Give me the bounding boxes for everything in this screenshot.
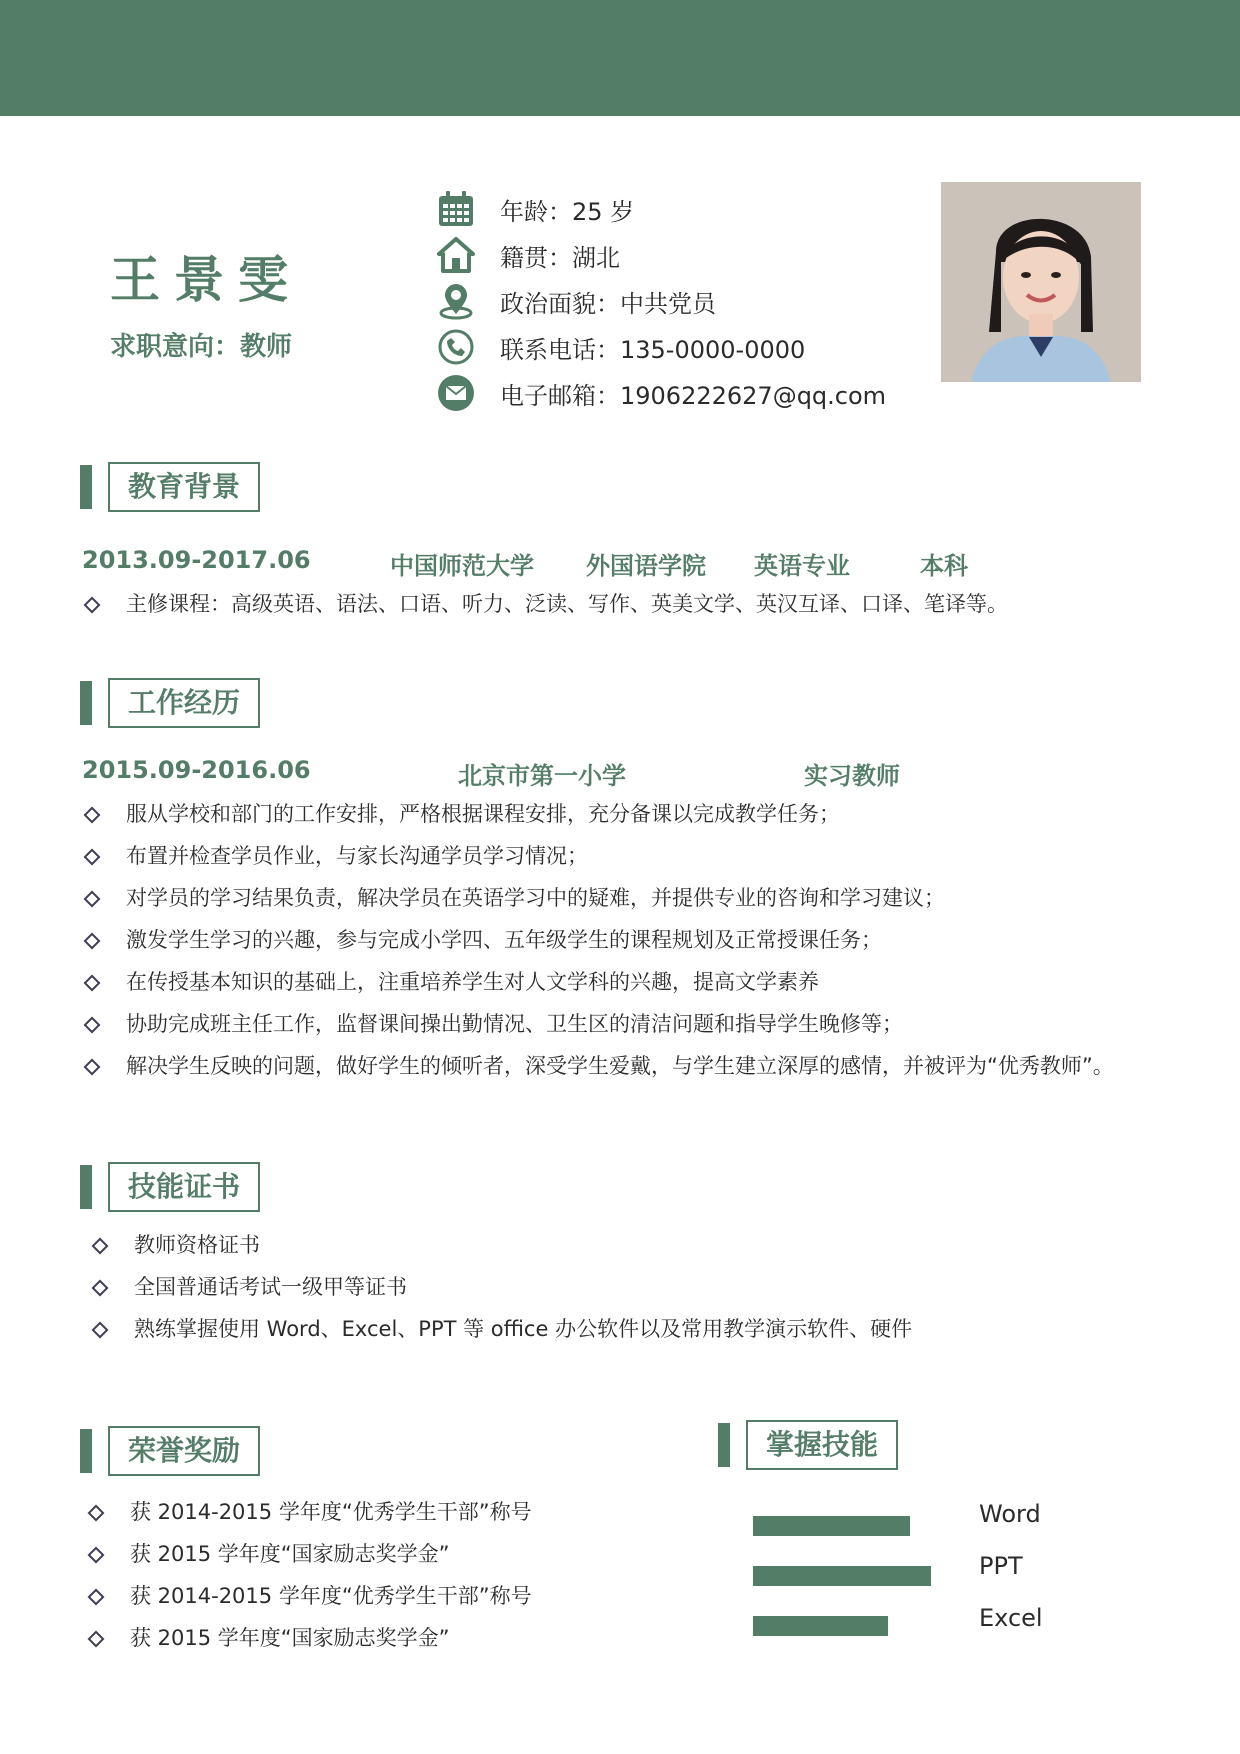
section-title: 技能证书 [108,1162,260,1212]
list-item: 在传授基本知识的基础上，注重培养学生对人文学科的兴趣，提高文学素养 [82,961,1152,1003]
list-item: 获 2015 学年度“国家励志奖学金” [86,1533,686,1575]
work-list [82,793,1152,1087]
list-item: 对学员的学习结果负责，解决学员在英语学习中的疑难，并提供专业的咨询和学习建议； [82,877,1152,919]
avatar [941,182,1141,382]
list-item: 解决学生反映的问题，做好学生的倾听者，深受学生爱戴，与学生建立深厚的感情，并被评为“优秀教师”。 [82,1045,1152,1087]
political-text: 政治面貌：中共党员 [500,289,716,318]
edu-degree: 本科 [920,552,968,580]
edu-period: 2013.09-2017.06 [82,546,311,574]
list-item: 熟练掌握使用 Word、Excel、PPT 等 office 办公软件以及常用教学演示软件、硬件 [90,1308,1150,1350]
section-work [80,678,260,728]
mail-icon [436,373,476,413]
edu-college: 外国语学院 [586,552,706,580]
list-item: 教师资格证书 [90,1224,1150,1266]
work-period: 2015.09-2016.06 [82,756,311,784]
section-certs [80,1162,260,1212]
info-hometown [436,232,886,278]
skill-label-ppt: PPT [979,1552,1023,1580]
list-item: 协助完成班主任工作，监督课间操出勤情况、卫生区的清洁问题和指导学生晚修等； [82,1003,1152,1045]
calendar-icon [436,189,476,229]
info-political [436,278,886,324]
certs-list [90,1224,1150,1350]
list-item: 获 2014-2015 学年度“优秀学生干部”称号 [86,1575,686,1617]
list-item: 布置并检查学员作业，与家长沟通学员学习情况； [82,835,1152,877]
info-phone [436,324,886,370]
honors-list [86,1491,686,1659]
list-item: 服从学校和部门的工作安排，严格根据课程安排，充分备课以完成教学任务； [82,793,1152,835]
list-item: 获 2014-2015 学年度“优秀学生干部”称号 [86,1491,686,1533]
section-education [80,462,260,512]
skill-bar-ppt [753,1566,931,1586]
location-pin-icon [436,281,476,321]
hometown-text: 籍贯：湖北 [500,243,620,272]
work-company: 北京市第一小学 [458,762,626,790]
section-title: 工作经历 [108,678,260,728]
edu-school: 中国师范大学 [390,552,534,580]
list-item: 主修课程：高级英语、语法、口语、听力、泛读、写作、英美文学、英汉互译、口译、笔译等。 [82,583,1162,625]
top-banner [0,0,1240,116]
list-item: 全国普通话考试一级甲等证书 [90,1266,1150,1308]
info-email [436,370,886,416]
skill-bar-excel [753,1616,888,1636]
section-skills [718,1420,898,1470]
candidate-name: 王景雯 [110,251,302,309]
skill-label-excel: Excel [979,1604,1043,1632]
home-icon [436,235,476,275]
skill-bar-word [753,1516,910,1536]
section-title: 教育背景 [108,462,260,512]
phone-icon [436,327,476,367]
work-role: 实习教师 [804,762,900,790]
info-age [436,186,886,232]
section-honors [80,1426,260,1476]
email-text: 电子邮箱：1906222627@qq.com [500,381,887,410]
section-title: 掌握技能 [746,1420,898,1470]
edu-major: 英语专业 [754,552,850,580]
personal-info [436,186,886,416]
list-item: 获 2015 学年度“国家励志奖学金” [86,1617,686,1659]
phone-text: 联系电话：135-0000-0000 [500,335,806,364]
age-text: 年龄：25 岁 [500,197,635,226]
section-title: 荣誉奖励 [108,1426,260,1476]
job-intent: 求职意向：教师 [110,332,293,362]
skill-label-word: Word [979,1500,1041,1528]
list-item: 激发学生学习的兴趣，参与完成小学四、五年级学生的课程规划及正常授课任务； [82,919,1152,961]
education-list [82,583,1162,625]
